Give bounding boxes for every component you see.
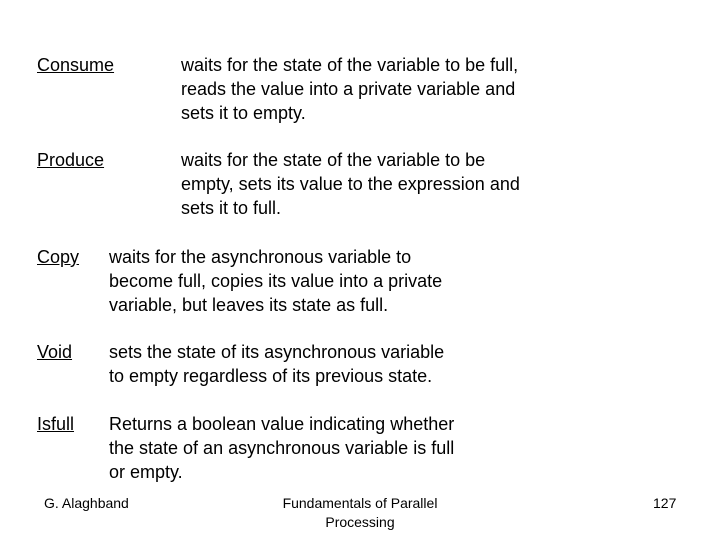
- definition-produce: [181, 148, 520, 220]
- definition-line: reads the value into a private variable and: [181, 79, 516, 99]
- definition-line: sets the state of its asynchronous variable: [109, 342, 445, 362]
- footer-course-title: [250, 494, 470, 532]
- definition-line: waits for the state of the variable to be full,: [181, 55, 519, 75]
- definition-line: sets it to full.: [181, 198, 282, 218]
- definition-line: waits for the state of the variable to be: [181, 150, 486, 170]
- term-consume: Consume: [37, 55, 115, 75]
- definition-line: Returns a boolean value indicating whether: [109, 414, 455, 434]
- definition-line: sets it to empty.: [181, 103, 306, 123]
- footer-course-line: Fundamentals of Parallel: [282, 495, 438, 511]
- footer-page-number: 127: [653, 495, 677, 511]
- definition-line: become full, copies its value into a private: [109, 271, 443, 291]
- definition-line: waits for the asynchronous variable to: [109, 247, 412, 267]
- footer-author: G. Alaghband: [44, 495, 129, 511]
- definition-line: the state of an asynchronous variable is full: [109, 438, 455, 458]
- definition-line: empty, sets its value to the expression and: [181, 174, 520, 194]
- term-isfull: Isfull: [37, 414, 75, 434]
- definition-line: variable, but leaves its state as full.: [109, 295, 389, 315]
- definition-copy: [109, 245, 442, 317]
- term-produce: Produce: [37, 150, 105, 170]
- definition-line: to empty regardless of its previous state.: [109, 366, 433, 386]
- definition-isfull: [109, 412, 454, 484]
- definition-line: or empty.: [109, 462, 183, 482]
- definition-consume: [181, 53, 518, 125]
- definition-void: [109, 340, 444, 388]
- term-void: Void: [37, 342, 73, 362]
- footer-course-line: Processing: [325, 514, 395, 530]
- term-copy: Copy: [37, 247, 80, 267]
